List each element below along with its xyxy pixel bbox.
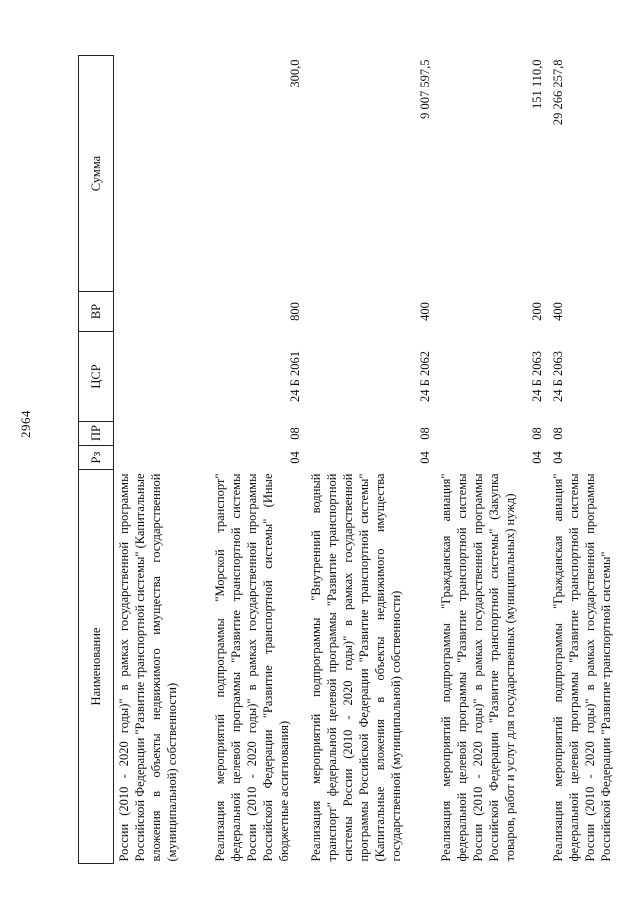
row-pr: 08: [417, 427, 432, 440]
header-pr: ПР: [79, 422, 114, 446]
row-sum: [114, 56, 210, 292]
row-name: Реализация мероприятий подпрограммы "Гражданская авиация" федеральной целевой программы "Развитие транспортной системы России (2010 - 2020 годы)" в рамках государственной программы Российской Федерации "Развитие транспортной системы" (Закупка товаров, работ и услуг для государственных (муниципальных) нужд): [438, 473, 517, 862]
rotated-table-container: [78, 56, 624, 864]
row-sum: 151 110,0: [529, 59, 544, 110]
row-sum: 300,0: [287, 59, 302, 88]
header-vr: ВР: [79, 292, 114, 332]
table-row: [306, 56, 436, 864]
header-rz: Рз: [79, 446, 114, 470]
row-vr: 800: [287, 302, 302, 321]
row-rz: 04: [417, 451, 432, 464]
row-vr: 400: [550, 302, 565, 321]
row-csr: 24 Б 2063: [529, 351, 544, 402]
row-vr: 200: [529, 302, 544, 321]
row-csr: 24 Б 2062: [417, 351, 432, 402]
row-rz: 04: [550, 451, 565, 464]
row-rz: 04: [529, 451, 544, 464]
row-pr: 08: [287, 427, 302, 440]
table-row: [114, 56, 210, 864]
row-sum: 9 007 597,5: [417, 59, 432, 119]
row-csr: [114, 332, 210, 422]
budget-table: [78, 55, 626, 864]
row-vr: 400: [417, 302, 432, 321]
header-sum: Сумма: [79, 56, 114, 292]
row-name: Реализация мероприятий подпрограммы "Морской транспорт" федеральной целевой программы "Развитие транспортной системы России (2010 - 2020 годы)" в рамках государственной программы Российской Федерации "Развитие транспортной системы" (Иные бюджетные ассигнования): [212, 473, 291, 862]
row-rz: 04: [287, 451, 302, 464]
header-name: Наименование: [79, 470, 114, 864]
row-rz: [114, 446, 210, 470]
row-pr: 08: [529, 427, 544, 440]
header-csr: ЦСР: [79, 332, 114, 422]
row-pr: 08: [550, 427, 565, 440]
header-row: [79, 56, 114, 864]
row-csr: 24 Б 2061: [287, 351, 302, 402]
row-csr: 24 Б 2063: [550, 351, 565, 402]
page-number: 2964: [18, 410, 33, 438]
row-name: Реализация мероприятий подпрограммы "Внутренний водный транспорт" федеральной целевой программы "Развитие транспортной системы России (2010 - 2020 годы)" в рамках государственной программы Российской Федерации "Развитие транспортной системы" (Капитальные вложения в объекты недвижимого имущества государственной (муниципальной) собственности): [308, 473, 403, 862]
row-sum: 29 266 257,8: [550, 59, 565, 126]
table-row: [210, 56, 306, 864]
row-name: Реализация мероприятий подпрограммы "Гражданская авиация" федеральной целевой программы "Развитие транспортной системы России (2010 - 2020 годы)" в рамках государственной программы Российской Федерации "Развитие транспортной системы": [550, 473, 613, 862]
row-pr: [114, 422, 210, 446]
row-vr: [114, 292, 210, 332]
table-row: [436, 56, 548, 864]
table-row: [548, 56, 626, 864]
row-name: России (2010 - 2020 годы)" в рамках государственной программы Российской Федерации "Развитие транспортной системы" (Капитальные вложения в объекты недвижимого имущества государственной (муниципальной) собственности): [117, 473, 179, 862]
